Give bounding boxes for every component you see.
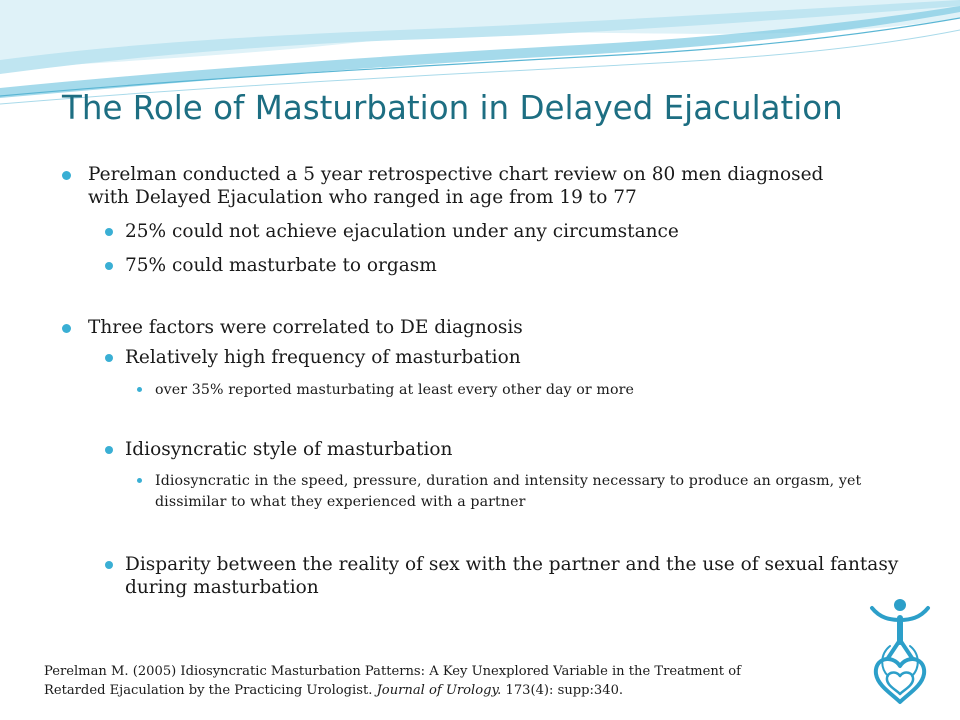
bullet-text: Three factors were correlated to DE diagnosis	[88, 317, 523, 338]
bullet-text: Relatively high frequency of masturbation	[125, 347, 521, 368]
bullet-dot-icon	[105, 561, 113, 569]
bullet-dot-icon	[137, 478, 142, 483]
bullet-dot-icon	[62, 171, 71, 180]
citation-details: 173(4): supp:340.	[501, 683, 624, 698]
bullet-text: over 35% reported masturbating at least every other day or more	[155, 382, 634, 398]
figure-heart-logo-icon	[866, 596, 934, 708]
bullet-text: Idiosyncratic style of masturbation	[125, 439, 453, 460]
bullet-text: Perelman conducted a 5 year retrospective chart review on 80 men diagnosed with Delayed Ejaculation who ranged in age from 19 to 77	[88, 164, 824, 208]
bullet-text: Disparity between the reality of sex with the partner and the use of sexual fantasy during masturbation	[125, 554, 899, 598]
bullet-dot-icon	[62, 324, 71, 333]
bullet-text: 75% could masturbate to orgasm	[125, 255, 437, 276]
bullet-dot-icon	[105, 446, 113, 454]
citation-journal: Journal of Urology.	[376, 683, 502, 698]
citation	[44, 662, 804, 700]
bullet-dot-icon	[137, 387, 142, 392]
bullet-dot-icon	[105, 228, 113, 236]
bullet-text: Idiosyncratic in the speed, pressure, duration and intensity necessary to produce an orgasm, yet dissimilar to what they experienced with a partner	[155, 473, 862, 510]
bullet-text: 25% could not achieve ejaculation under any circumstance	[125, 221, 679, 242]
bullet-dot-icon	[105, 354, 113, 362]
bullet-dot-icon	[105, 262, 113, 270]
citation-text: Perelman M. (2005) Idiosyncratic Masturbation Patterns: A Key Unexplored Variable in the Treatment of Retarded Ejaculation by the Practicing Urologist.	[44, 664, 741, 698]
slide-title: The Role of Masturbation in Delayed Ejaculation	[62, 89, 843, 127]
